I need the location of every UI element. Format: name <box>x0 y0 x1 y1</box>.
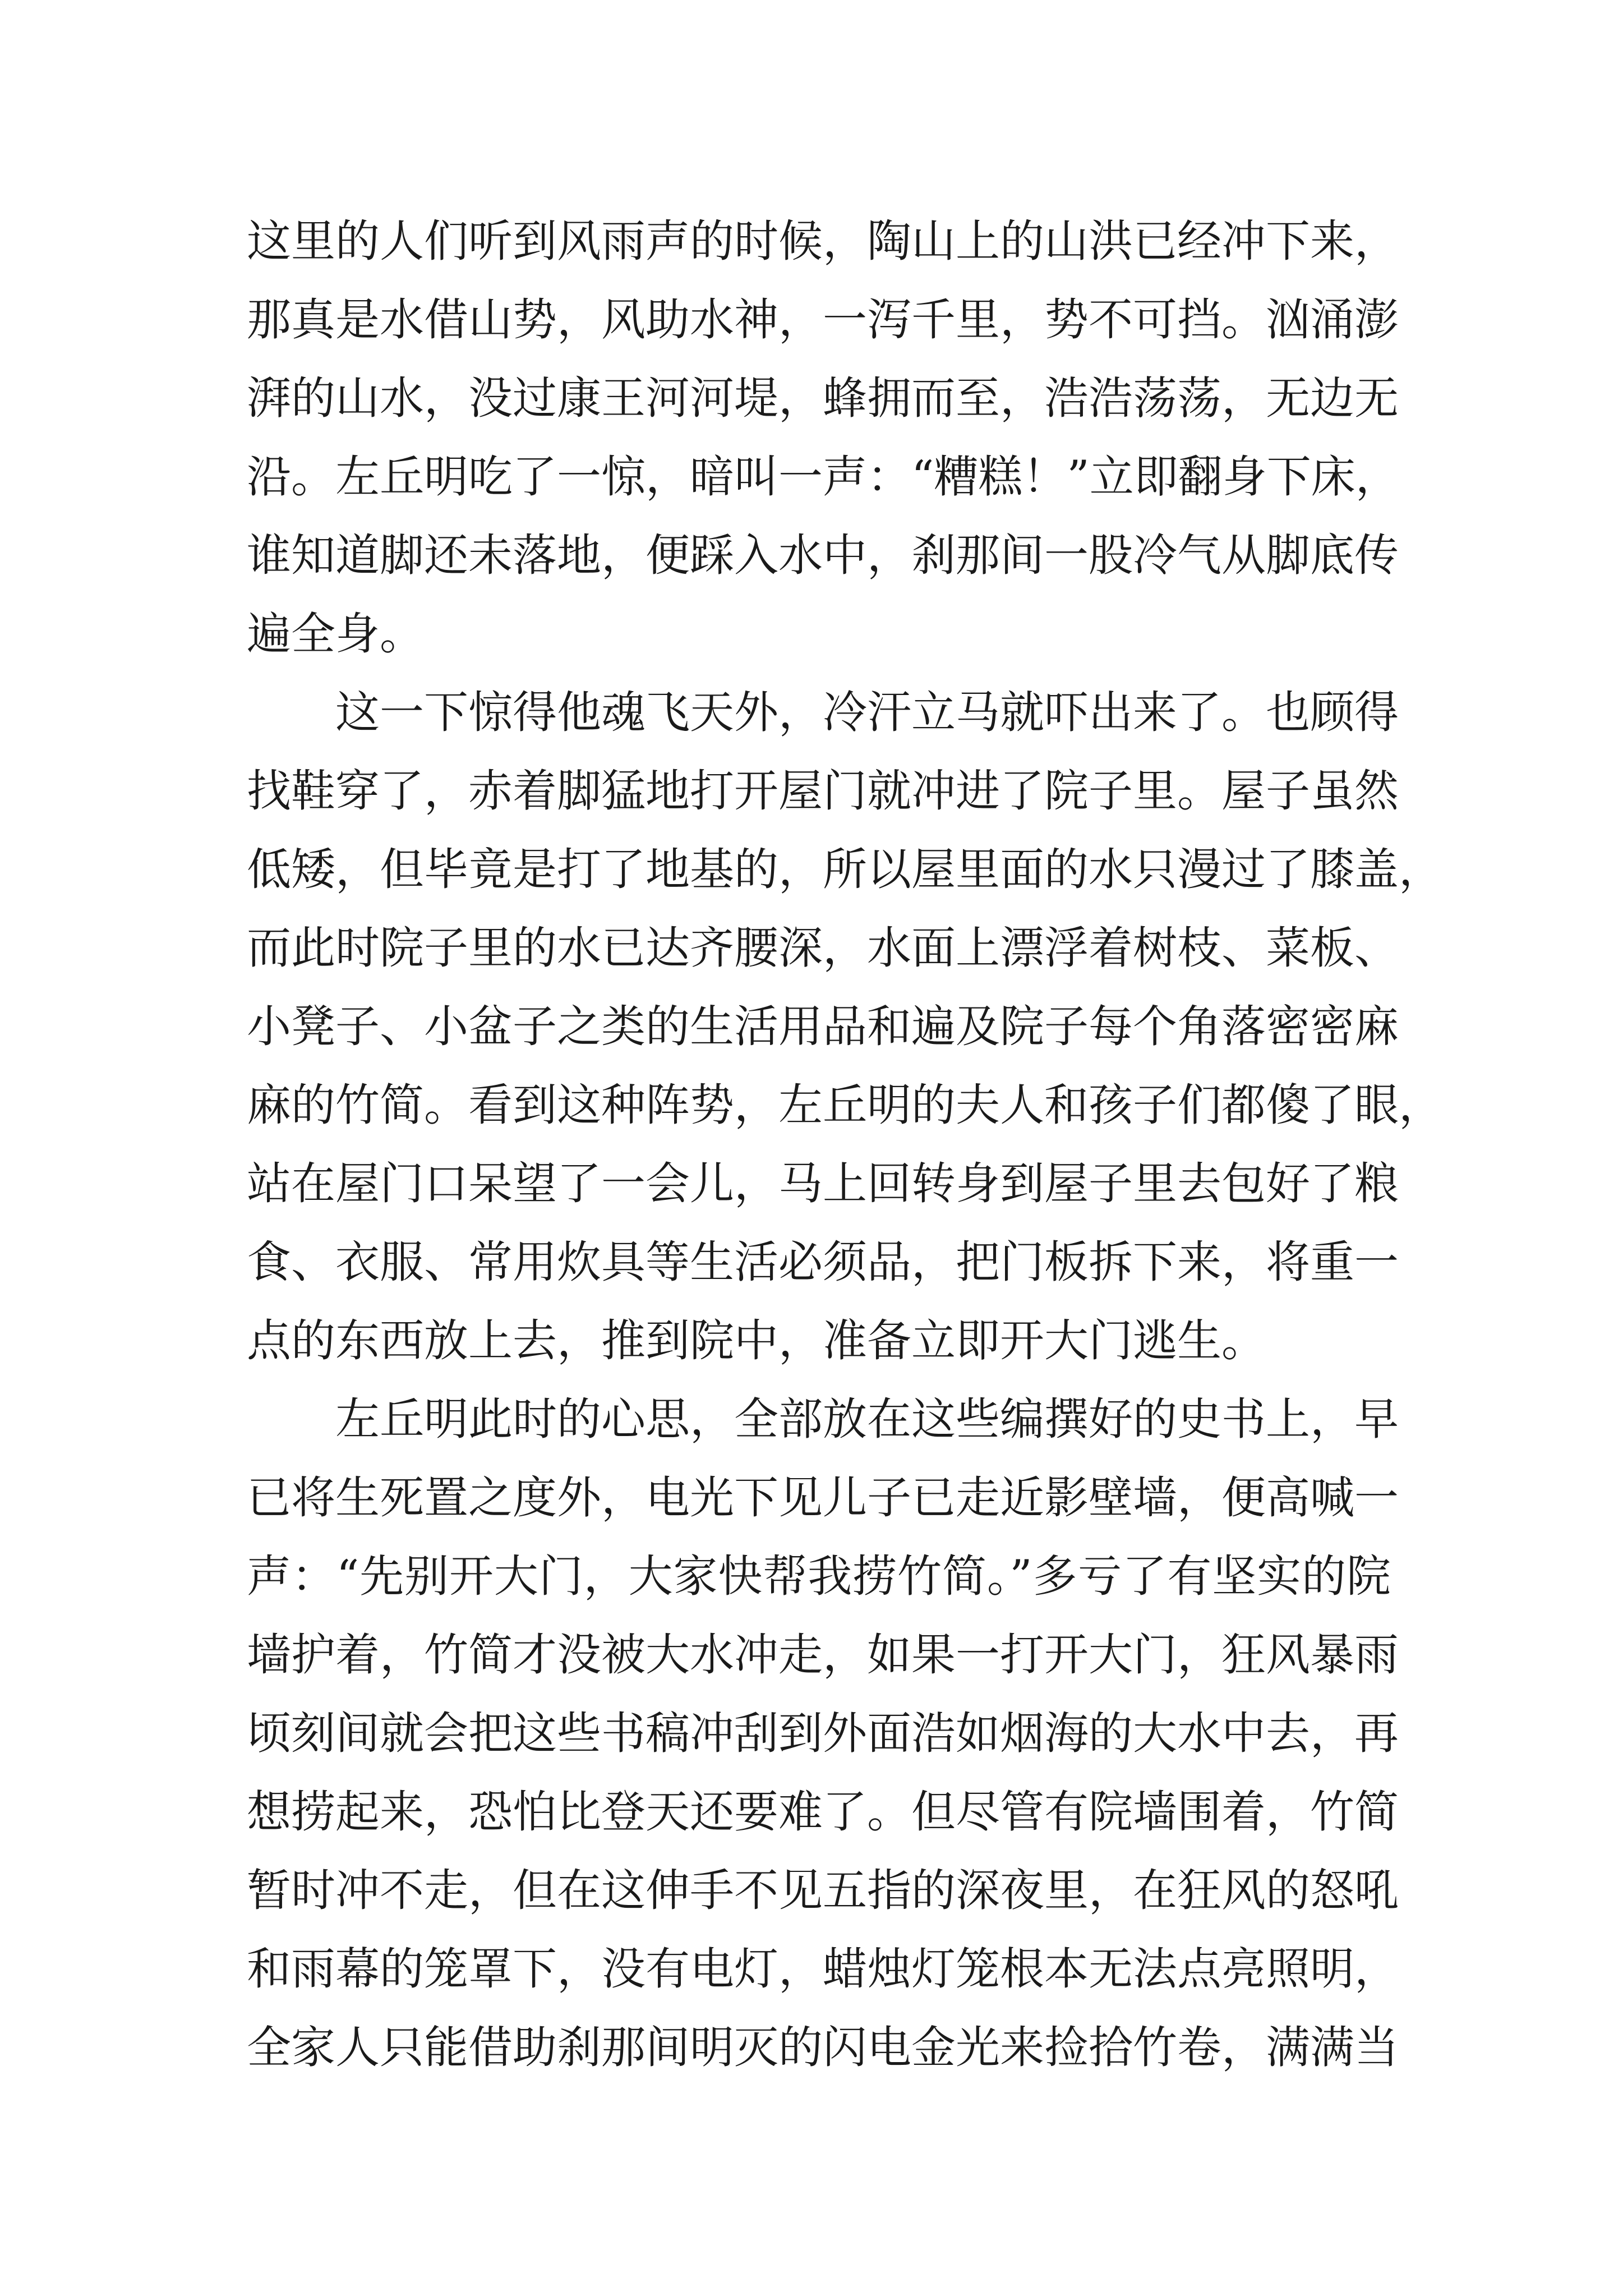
paragraph-2 <box>247 673 1443 1380</box>
text-line: 湃的山水，没过康王河河堤，蜂拥而至，浩浩荡荡，无边无 <box>247 372 1399 424</box>
text-line: 遍全身。 <box>247 608 424 660</box>
text-line: 那真是水借山势，风助水神，一泻千里，势不可挡。汹涌澎 <box>247 294 1399 346</box>
text-line: 食、衣服、常用炊具等生活必须品，把门板拆下来，将重一 <box>247 1236 1399 1288</box>
paragraph-1 <box>247 202 1400 673</box>
text-line: 小凳子、小盆子之类的生活用品和遍及院子每个角落密密麻 <box>247 1001 1399 1052</box>
text-line: 这一下惊得他魂飞天外，冷汗立马就吓出来了。也顾得 <box>247 687 1399 738</box>
text-line: 声：“先别开大门，大家快帮我捞竹简。”多亏了有坚实的院 <box>247 1550 1391 1602</box>
text-line: 左丘明此时的心思，全部放在这些编撰好的史书上，早 <box>247 1393 1399 1445</box>
text-line: 这里的人们听到风雨声的时候，陶山上的山洪已经冲下来， <box>247 215 1399 267</box>
paragraph-3 <box>247 1380 1399 2087</box>
text-line: 谁知道脚还未落地，便踩入水中，刹那间一股冷气从脚底传 <box>247 530 1399 581</box>
text-line: 站在屋门口呆望了一会儿，马上回转身到屋子里去包好了粮 <box>247 1158 1399 1209</box>
text-line: 已将生死置之度外，电光下见儿子已走近影壁墙，便高喊一 <box>247 1472 1399 1524</box>
text-line: 找鞋穿了，赤着脚猛地打开屋门就冲进了院子里。屋子虽然 <box>247 765 1399 817</box>
text-line: 点的东西放上去，推到院中，准备立即开大门逃生。 <box>247 1315 1266 1366</box>
text-line: 麻的竹简。看到这种阵势，左丘明的夫人和孩子们都傻了眼， <box>247 1079 1443 1131</box>
text-line: 而此时院子里的水已达齐腰深，水面上漂浮着树枝、菜板、 <box>247 922 1399 974</box>
text-line: 墙护着，竹简才没被大水冲走，如果一打开大门，狂风暴雨 <box>247 1629 1399 1681</box>
text-line: 低矮，但毕竟是打了地基的，所以屋里面的水只漫过了膝盖， <box>247 844 1443 895</box>
text-line: 暂时冲不走，但在这伸手不见五指的深夜里，在狂风的怒吼 <box>247 1865 1399 1916</box>
text-line: 全家人只能借助刹那间明灭的闪电金光来捡拾竹卷，满满当 <box>247 2022 1399 2073</box>
text-line: 和雨幕的笼罩下，没有电灯，蜡烛灯笼根本无法点亮照明， <box>247 1943 1399 1995</box>
text-line: 顷刻间就会把这些书稿冲刮到外面浩如烟海的大水中去，再 <box>247 1708 1399 1759</box>
text-line: 想捞起来，恐怕比登天还要难了。但尽管有院墙围着，竹简 <box>247 1786 1399 1838</box>
text-line: 沿。左丘明吃了一惊，暗叫一声：“糟糕！”立即翻身下床， <box>247 451 1400 503</box>
body-text <box>247 202 1443 2087</box>
